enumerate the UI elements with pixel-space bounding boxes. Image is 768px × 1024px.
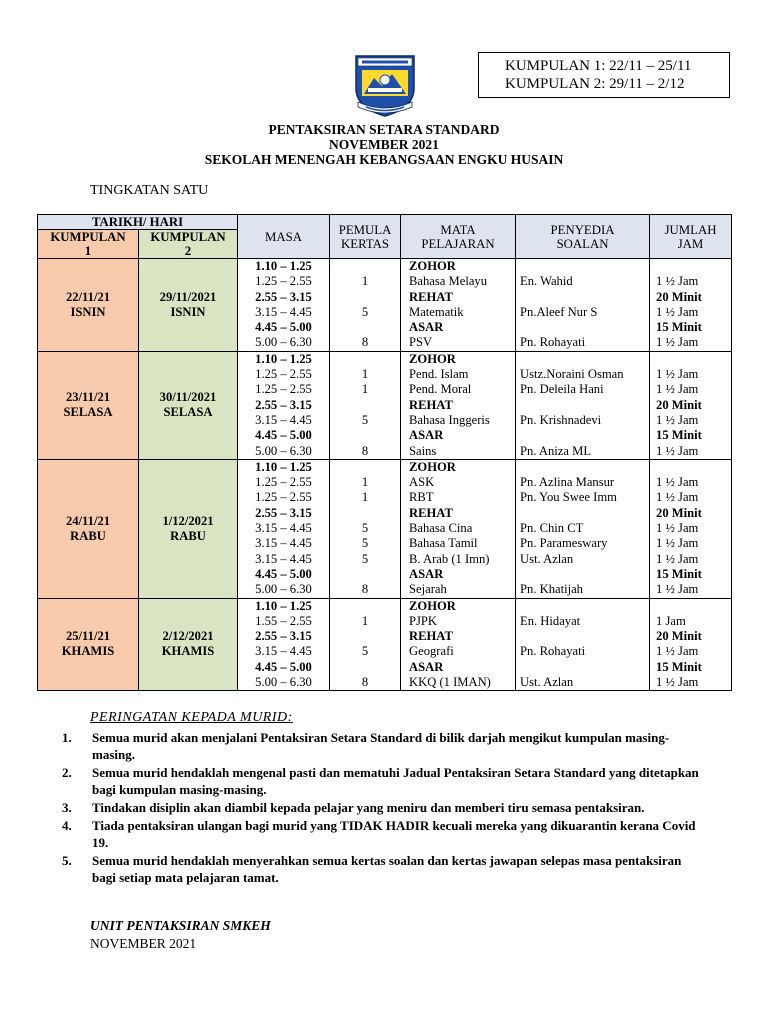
penyedia-line — [516, 398, 649, 413]
penyedia-line: Pn. Azlina Mansur — [520, 475, 615, 490]
mata-pelajaran-line: ZOHOR — [409, 259, 456, 273]
mata-pelajaran-line: ZOHOR — [409, 598, 456, 613]
penyedia-line: Pn. Chin CT — [520, 521, 584, 536]
note-number: 3. — [62, 800, 72, 815]
masa-line: 1.55 – 2.55 — [255, 613, 312, 628]
jumlah-line: 1 ½ Jam — [656, 521, 699, 536]
penyedia-line — [516, 567, 649, 582]
pemula-line: 8 — [361, 582, 369, 597]
date-text: 25/11/21 — [65, 629, 111, 644]
jumlah-line: 1 ½ Jam — [656, 335, 699, 350]
pemula-cell — [330, 259, 401, 352]
jumlah-line: 15 Minit — [656, 659, 702, 674]
kumpulan-2-date-cell — [139, 598, 238, 691]
masa-line: 5.00 – 6.30 — [255, 335, 312, 350]
penyedia-line: Ust. Azlan — [520, 675, 574, 690]
pemula-line — [330, 259, 400, 274]
peringatan-notes — [62, 710, 702, 887]
header-kumpulan-1-line2: 1 — [84, 244, 92, 258]
day-row — [38, 351, 732, 459]
pemula-line: 1 — [361, 490, 369, 505]
masa-cell — [238, 259, 330, 352]
jumlah-line: 1 ½ Jam — [656, 304, 699, 319]
kumpulan-2-date-cell — [139, 459, 238, 598]
pemula-line: 5 — [361, 551, 369, 566]
mata-pelajaran-line: ZOHOR — [409, 351, 456, 366]
mata-pelajaran-line: B. Arab (1 Imn) — [409, 551, 490, 566]
footer-date: NOVEMBER 2021 — [90, 936, 197, 951]
masa-line: 5.00 – 6.30 — [255, 443, 312, 458]
header-kumpulan-2 — [139, 230, 238, 259]
mata-pelajaran-line: Matematik — [409, 304, 464, 319]
notes-heading: PERINGATAN KEPADA MURID: — [90, 710, 293, 725]
day-text: ISNIN — [170, 304, 206, 319]
day-text: KHAMIS — [61, 644, 115, 659]
pemula-line — [330, 506, 400, 521]
masa-line: 1.25 – 2.55 — [255, 367, 312, 382]
note-number: 1. — [62, 730, 72, 745]
penyedia-line: Pn. Khatijah — [520, 582, 583, 597]
header-masa: MASA — [238, 215, 330, 259]
date-text: 24/11/21 — [65, 513, 111, 528]
pemula-line — [330, 398, 400, 413]
penyedia-line: Ust. Azlan — [520, 551, 574, 566]
date-text: 23/11/21 — [65, 390, 111, 405]
note-item — [62, 852, 702, 886]
jumlah-line: 20 Minit — [656, 289, 702, 304]
mata-pelajaran-cell — [401, 598, 516, 691]
header-jumlah-line1: JUMLAH — [664, 222, 717, 237]
mata-pelajaran-line: RBT — [409, 490, 434, 505]
masa-line: 3.15 – 4.45 — [255, 304, 312, 319]
pemula-line — [330, 320, 400, 335]
masa-line: 1.10 – 1.25 — [255, 351, 312, 366]
jumlah-cell — [650, 598, 732, 691]
title-line-3: SEKOLAH MENENGAH KEBANGSAAN ENGKU HUSAIN — [204, 152, 564, 167]
jumlah-line: 1 ½ Jam — [656, 412, 699, 427]
jumlah-line: 1 ½ Jam — [656, 274, 699, 289]
penyedia-line — [516, 320, 649, 335]
penyedia-line: Ustz.Noraini Osman — [520, 367, 624, 382]
masa-line: 2.55 – 3.15 — [255, 505, 312, 520]
jumlah-line: 1 ½ Jam — [656, 551, 699, 566]
note-text: Semua murid hendaklah menyerahkan semua kertas soalan dan kertas jawapan selepas masa pentaksiran bagi setiap mata pelajaran tamat. — [92, 853, 682, 885]
mata-pelajaran-line: Bahasa Inggeris — [409, 412, 490, 427]
penyedia-line — [516, 629, 649, 644]
kumpulan-1-date-cell — [38, 459, 139, 598]
pemula-line: 5 — [361, 304, 369, 319]
penyedia-line — [516, 599, 649, 614]
jumlah-cell — [650, 459, 732, 598]
penyedia-line — [516, 428, 649, 443]
jumlah-line — [650, 460, 731, 475]
footer-unit: UNIT PENTAKSIRAN SMKEH — [90, 918, 271, 933]
masa-line: 4.45 – 5.00 — [255, 428, 312, 443]
pemula-line: 1 — [361, 475, 369, 490]
masa-cell — [238, 598, 330, 691]
day-text: SELASA — [63, 405, 113, 420]
masa-line: 3.15 – 4.45 — [255, 412, 312, 427]
masa-cell — [238, 351, 330, 459]
masa-cell — [238, 459, 330, 598]
masa-line: 1.25 – 2.55 — [255, 382, 312, 397]
pemula-line — [330, 460, 400, 475]
day-row — [38, 459, 732, 598]
mata-pelajaran-line: REHAT — [409, 397, 453, 412]
header-kumpulan-1-line1: KUMPULAN — [50, 230, 126, 244]
jumlah-line: 1 ½ Jam — [656, 490, 699, 505]
header-pemula-line1: PEMULA — [338, 222, 392, 237]
masa-line: 3.15 – 4.45 — [255, 521, 312, 536]
pemula-cell — [330, 351, 401, 459]
pemula-cell — [330, 459, 401, 598]
jumlah-line: 1 Jam — [656, 613, 686, 628]
masa-line: 3.15 – 4.45 — [255, 536, 312, 551]
pemula-line — [330, 660, 400, 675]
date-text: 22/11/21 — [65, 289, 111, 304]
penyedia-line: Pn.Aleef Nur S — [520, 304, 598, 319]
day-text: KHAMIS — [161, 644, 215, 659]
pemula-line: 1 — [361, 613, 369, 628]
jumlah-line: 20 Minit — [656, 629, 702, 644]
mata-pelajaran-line: Bahasa Cina — [409, 521, 473, 536]
header-kumpulan-2-line2: 2 — [184, 244, 192, 258]
day-row — [38, 598, 732, 691]
mata-pelajaran-line: ASAR — [409, 428, 444, 443]
jumlah-line: 1 ½ Jam — [656, 536, 699, 551]
mata-pelajaran-line: PSV — [409, 335, 433, 350]
pemula-line — [330, 599, 400, 614]
masa-line: 1.25 – 2.55 — [255, 475, 312, 490]
date-text: 2/12/2021 — [162, 629, 214, 644]
mata-pelajaran-cell — [401, 351, 516, 459]
jumlah-line: 20 Minit — [656, 397, 702, 412]
pemula-line: 8 — [361, 675, 369, 690]
penyedia-line — [516, 352, 649, 367]
day-text: SELASA — [163, 405, 213, 420]
pemula-line: 1 — [361, 274, 369, 289]
jumlah-line: 1 ½ Jam — [656, 382, 699, 397]
penyedia-line: Pn. Deleila Hani — [520, 382, 604, 397]
title-line-2: NOVEMBER 2021 — [329, 137, 439, 152]
jumlah-line: 1 ½ Jam — [656, 475, 699, 490]
mata-pelajaran-line: ASK — [409, 475, 435, 490]
pemula-line: 5 — [361, 521, 369, 536]
masa-line: 2.55 – 3.15 — [255, 629, 312, 644]
pemula-line: 1 — [361, 367, 369, 382]
schedule-body — [38, 259, 732, 691]
header-penyedia-soalan — [516, 215, 650, 259]
date-text: 30/11/2021 — [159, 390, 217, 405]
header-jumlah-jam — [650, 215, 732, 259]
pemula-line — [330, 352, 400, 367]
jumlah-line — [650, 599, 731, 614]
penyedia-line — [516, 506, 649, 521]
pemula-line: 5 — [361, 412, 369, 427]
masa-line: 2.55 – 3.15 — [255, 397, 312, 412]
date-text: 1/12/2021 — [162, 513, 214, 528]
jumlah-line: 1 ½ Jam — [656, 675, 699, 690]
pemula-line: 5 — [361, 536, 369, 551]
mata-pelajaran-line: REHAT — [409, 505, 453, 520]
jumlah-line: 1 ½ Jam — [656, 367, 699, 382]
note-text: Semua murid akan menjalani Pentaksiran Setara Standard di bilik darjah mengikut kumpulan masing-masing. — [92, 730, 670, 762]
header-pemula-line2: KERTAS — [341, 236, 389, 251]
header-penyedia-line2: SOALAN — [556, 236, 609, 251]
note-item — [62, 764, 702, 798]
note-item — [62, 729, 702, 763]
kumpulan-1-date-cell — [38, 598, 139, 691]
penyedia-cell — [516, 351, 650, 459]
penyedia-line — [516, 290, 649, 305]
pemula-line — [330, 428, 400, 443]
pemula-line — [330, 290, 400, 305]
masa-line: 1.10 – 1.25 — [255, 459, 312, 474]
mata-pelajaran-line: ASAR — [409, 566, 444, 581]
tingkatan-label: TINGKATAN SATU — [90, 183, 209, 198]
penyedia-line: Pn. Rohayati — [520, 644, 586, 659]
day-text: RABU — [70, 528, 106, 543]
masa-line: 4.45 – 5.00 — [255, 566, 312, 581]
penyedia-line: En. Wahid — [520, 274, 573, 289]
mata-pelajaran-line: REHAT — [409, 289, 453, 304]
jumlah-line — [650, 352, 731, 367]
mata-pelajaran-line: Geografi — [409, 644, 454, 659]
pemula-line: 8 — [361, 443, 369, 458]
penyedia-line: Pn. Aniza ML — [520, 443, 592, 458]
jumlah-line: 20 Minit — [656, 505, 702, 520]
schedule-table — [37, 214, 732, 691]
pemula-line — [330, 567, 400, 582]
pemula-line — [330, 629, 400, 644]
header-pemula-kertas — [330, 215, 401, 259]
mata-pelajaran-line: KKQ (1 IMAN) — [409, 675, 491, 690]
penyedia-cell — [516, 598, 650, 691]
penyedia-line — [516, 660, 649, 675]
masa-line: 1.10 – 1.25 — [255, 259, 312, 273]
mata-pelajaran-line: Bahasa Tamil — [409, 536, 478, 551]
penyedia-line: En. Hidayat — [520, 613, 581, 628]
mata-pelajaran-line: ASAR — [409, 659, 444, 674]
pemula-line: 1 — [361, 382, 369, 397]
masa-line: 1.25 – 2.55 — [255, 274, 312, 289]
mata-pelajaran-line: Pend. Moral — [409, 382, 472, 397]
document-title — [0, 122, 768, 167]
note-number: 5. — [62, 853, 72, 868]
masa-line: 4.45 – 5.00 — [255, 659, 312, 674]
penyedia-line: Pn. Krishnadevi — [520, 412, 602, 427]
penyedia-line: Pn. Parameswary — [520, 536, 608, 551]
kumpulan-2-date-cell — [139, 351, 238, 459]
mata-pelajaran-line: PJPK — [409, 613, 438, 628]
jumlah-line — [650, 259, 731, 274]
jumlah-line: 15 Minit — [656, 566, 702, 581]
mata-pelajaran-cell — [401, 459, 516, 598]
pemula-line: 5 — [361, 644, 369, 659]
header-jumlah-line2: JAM — [677, 236, 704, 251]
header-penyedia-line1: PENYEDIA — [550, 222, 615, 237]
mata-pelajaran-line: Sains — [409, 443, 437, 458]
kumpulan-2-range: KUMPULAN 2: 29/11 – 2/12 — [505, 76, 685, 92]
note-text: Tindakan disiplin akan diambil kepada pelajar yang meniru dan memberi tiru semasa pentaksiran. — [92, 800, 645, 815]
title-line-1: PENTAKSIRAN SETARA STANDARD — [268, 122, 500, 137]
penyedia-cell — [516, 459, 650, 598]
masa-line: 5.00 – 6.30 — [255, 675, 312, 690]
note-item — [62, 799, 702, 816]
header-mata-pelajaran — [401, 215, 516, 259]
note-number: 2. — [62, 765, 72, 780]
masa-line: 3.15 – 4.45 — [255, 644, 312, 659]
date-text: 29/11/2021 — [159, 289, 217, 304]
mata-pelajaran-line: ASAR — [409, 320, 444, 335]
jumlah-line: 1 ½ Jam — [656, 443, 699, 458]
masa-line: 4.45 – 5.00 — [255, 320, 312, 335]
masa-line: 2.55 – 3.15 — [255, 289, 312, 304]
jumlah-line: 15 Minit — [656, 320, 702, 335]
header-mata-line2: PELAJARAN — [421, 236, 495, 251]
jumlah-line: 1 ½ Jam — [656, 644, 699, 659]
header-mata-line1: MATA — [440, 222, 476, 237]
mata-pelajaran-line: REHAT — [409, 629, 453, 644]
jumlah-line: 15 Minit — [656, 428, 702, 443]
jumlah-cell — [650, 351, 732, 459]
penyedia-line — [516, 259, 649, 274]
kumpulan-date-box — [478, 52, 730, 98]
masa-line: 1.10 – 1.25 — [255, 598, 312, 613]
mata-pelajaran-cell — [401, 259, 516, 352]
kumpulan-1-date-cell — [38, 259, 139, 352]
notes-list — [62, 729, 702, 886]
school-crest-logo — [350, 50, 420, 118]
penyedia-line: Pn. You Swee Imm — [520, 490, 617, 505]
day-text: RABU — [170, 528, 206, 543]
masa-line: 5.00 – 6.30 — [255, 582, 312, 597]
header-kumpulan-2-line1: KUMPULAN — [150, 230, 226, 244]
jumlah-cell — [650, 259, 732, 352]
mata-pelajaran-line: Pend. Islam — [409, 367, 469, 382]
header-tarikh-hari: TARIKH/ HARI — [38, 215, 238, 230]
note-text: Semua murid hendaklah mengenal pasti dan mematuhi Jadual Pentaksiran Setara Standard yang ditetapkan bagi kumpulan masing-masing. — [92, 765, 699, 797]
pemula-line: 8 — [361, 335, 369, 350]
masa-line: 3.15 – 4.45 — [255, 551, 312, 566]
header-kumpulan-1 — [38, 230, 139, 259]
pemula-cell — [330, 598, 401, 691]
note-text: Tiada pentaksiran ulangan bagi murid yang TIDAK HADIR kecuali mereka yang dikuarantin kerana Covid 19. — [92, 818, 696, 850]
note-item — [62, 817, 702, 851]
penyedia-cell — [516, 259, 650, 352]
kumpulan-1-range: KUMPULAN 1: 22/11 – 25/11 — [505, 58, 692, 74]
kumpulan-1-date-cell — [38, 351, 139, 459]
masa-line: 1.25 – 2.55 — [255, 490, 312, 505]
mata-pelajaran-line: Sejarah — [409, 582, 447, 597]
kumpulan-2-date-cell — [139, 259, 238, 352]
jumlah-line: 1 ½ Jam — [656, 582, 699, 597]
mata-pelajaran-line: ZOHOR — [409, 459, 456, 474]
penyedia-line: Pn. Rohayati — [520, 335, 586, 350]
day-row — [38, 259, 732, 352]
day-text: ISNIN — [70, 304, 106, 319]
note-number: 4. — [62, 818, 72, 833]
penyedia-line — [516, 460, 649, 475]
mata-pelajaran-line: Bahasa Melayu — [409, 274, 488, 289]
